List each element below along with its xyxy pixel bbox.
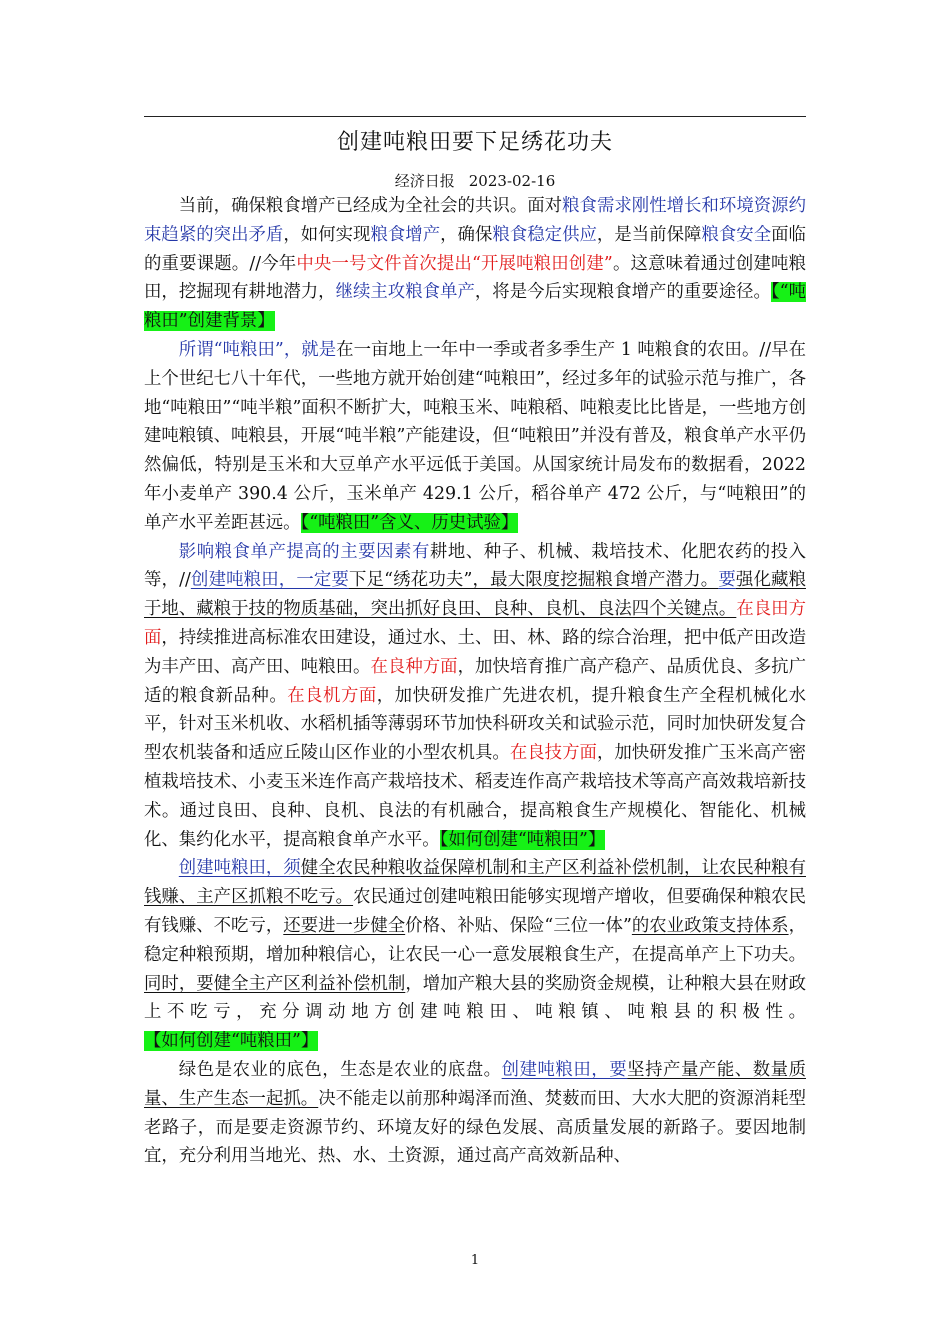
annotation-tag: 【“吨粮田”含义、历史试验】 (300, 512, 519, 533)
text-run: 粮食需求刚性增长和环境资源约束趋紧的突出矛盾 (144, 196, 806, 245)
text-run: 绿色是农业的底色，生态是农业的底盘。 (178, 1059, 502, 1080)
article-meta (0, 170, 950, 192)
text-run: 下足“绣花功夫”，最大限度挖掘粮食增产潜力。 (349, 570, 719, 591)
text-run: ，持续推进高标准农田建设，通过水、土、田、林、路的综合治理，把中低产田改造为丰产田、高产田、吨粮田。 (144, 627, 806, 677)
text-run: 的农业政策支持体系 (631, 915, 789, 936)
paragraph-5 (144, 1056, 806, 1171)
text-run: 强化藏粮于地、藏粮于技的物质基础，突出抓好良田、良种、良机、良法四个关键点。 (144, 570, 806, 620)
header-rule (144, 116, 806, 117)
paragraph-4 (144, 854, 806, 1056)
paragraph-3 (144, 538, 806, 855)
text-run: 中央一号文件首次提出“开展吨粮田创建” (296, 253, 613, 274)
text-run: 在良技方面 (509, 743, 597, 764)
text-run: 在良田方面 (144, 599, 806, 648)
text-run: 坚持产量产能、数量质量、生产生态一起抓。 (144, 1059, 806, 1109)
text-run: 要 (718, 570, 736, 591)
text-run: 创建吨粮田，要 (501, 1059, 628, 1080)
text-run: ，加快研发推广玉米高产密植栽培技术、小麦玉米连作高产栽培技术、稻麦连作高产栽培技术等高产高效栽培新技术。通过良田、良种、良机、良法的有机融合，提高粮食生产规模化、智能化、机械化、集约化水平，提高粮食单产水平。 (144, 743, 806, 850)
text-run: 决不能走以前那种竭泽而渔、焚薮而田、大水大肥的资源消耗型老路子，而是要走资源节约、环境友好的绿色发展、高质量发展的新路子。要因地制宜，充分利用当地光、热、水、土资源，通过高产高效新品种、 (144, 1088, 806, 1167)
text-run: 继续主攻粮食单产 (335, 282, 475, 303)
article-body (144, 192, 806, 1171)
text-run: ，加快培育推广高产稳产、品质优良、多抗广适的粮食新品种。 (144, 656, 806, 706)
text-run: 粮食稳定供应 (492, 224, 597, 245)
article-title: 创建吨粮田要下足绣花功夫 (336, 130, 613, 155)
text-run: 在良种方面 (370, 656, 458, 677)
text-run: 价格、补贴、保险“三位一体” (405, 915, 632, 936)
text-run: 。这意味着通过创建吨粮田，挖掘现有耕地潜力， (144, 253, 806, 303)
text-run: 当前，确保粮食增产已经成为全社会的共识。面对 (178, 196, 563, 216)
text-run: ，是当前保障 (596, 224, 702, 245)
text-run: ，将是今后实现粮食增产的重要途径。 (474, 282, 771, 303)
annotation-tag: 【如何创建“吨粮田”】 (439, 829, 606, 850)
text-run: 同时，要健全主产区利益补偿机制 (144, 973, 406, 994)
text-run: 还要进一步健全 (283, 915, 406, 936)
text-run: 创建吨粮田，一定要 (190, 570, 350, 591)
text-run: 影响粮食单产提高的主要因素有 (178, 541, 430, 562)
text-run: 粮食增产 (370, 224, 441, 245)
paragraph-1 (144, 192, 806, 336)
text-run: 农民通过创建吨粮田能够实现增产增收，但要确保种粮农民有钱赚、不吃亏， (144, 887, 806, 936)
text-run: ，如何实现 (283, 224, 371, 245)
text-run: 所谓“吨粮田”，就是 (178, 339, 337, 360)
text-run: 创建吨粮田，须 (178, 858, 301, 879)
text-run: 在一亩地上一年中一季或者多季生产 1 吨粮食的农田。//早在上个世纪七八十年代，一些地方就开始创建“吨粮田”，经过多年的试验示范与推广，各地“吨粮田”“吨半粮”面积不断扩大，吨粮玉米、吨粮稻、吨粮麦比比皆是，一些地方创建吨粮镇、吨粮县，开展“吨半粮”产能建设，但“吨粮田”并没有普及，粮食单产水平仍然偏低，特别是玉米和大豆单产水平远低于美国。从国家统计局发布的数据看，2022 年小麦单产 390.4 公斤，玉米单产 429.1 公斤，稻谷单产 472 公斤，与“吨粮田”的单产水平差距甚远。 (144, 339, 806, 533)
article-date: 2023-02-16 (468, 172, 556, 190)
text-run: 健全农民种粮收益保障机制和主产区利益补偿机制，让农民种粮有钱赚、主产区抓粮不吃亏。 (144, 858, 806, 908)
paragraph-2 (144, 336, 806, 538)
article-source: 经济日报 (394, 172, 455, 190)
text-run: ，增加产粮大县的奖励资金规模，让种粮大县在财政上不吃亏，充分调动地方创建吨粮田、吨粮镇、吨粮县的积极性。 (144, 973, 806, 1023)
annotation-tag: 【“吨粮田”创建背景】 (144, 282, 806, 332)
text-run: ，稳定种粮预期，增加种粮信心，让农民一心一意发展粮食生产，在提高单产上下功夫。 (144, 915, 806, 965)
text-run: ，确保 (440, 224, 493, 245)
text-run: 粮食安全 (701, 224, 772, 245)
page-number: 1 (470, 1253, 480, 1268)
text-run: 耕地、种子、机械、栽培技术、化肥农药的投入等，// (144, 541, 806, 591)
text-run: ，加快研发推广先进农机，提升粮食生产全程机械化水平，针对玉米机收、水稻机插等薄弱环节加快科研攻关和试验示范，同时加快研发复合型农机装备和适应丘陵山区作业的小型农机具。 (144, 685, 806, 764)
annotation-tag: 【如何创建“吨粮田”】 (144, 1031, 319, 1052)
text-run: 面临的重要课题。//今年 (144, 224, 806, 274)
text-run: 在良机方面 (287, 685, 377, 706)
